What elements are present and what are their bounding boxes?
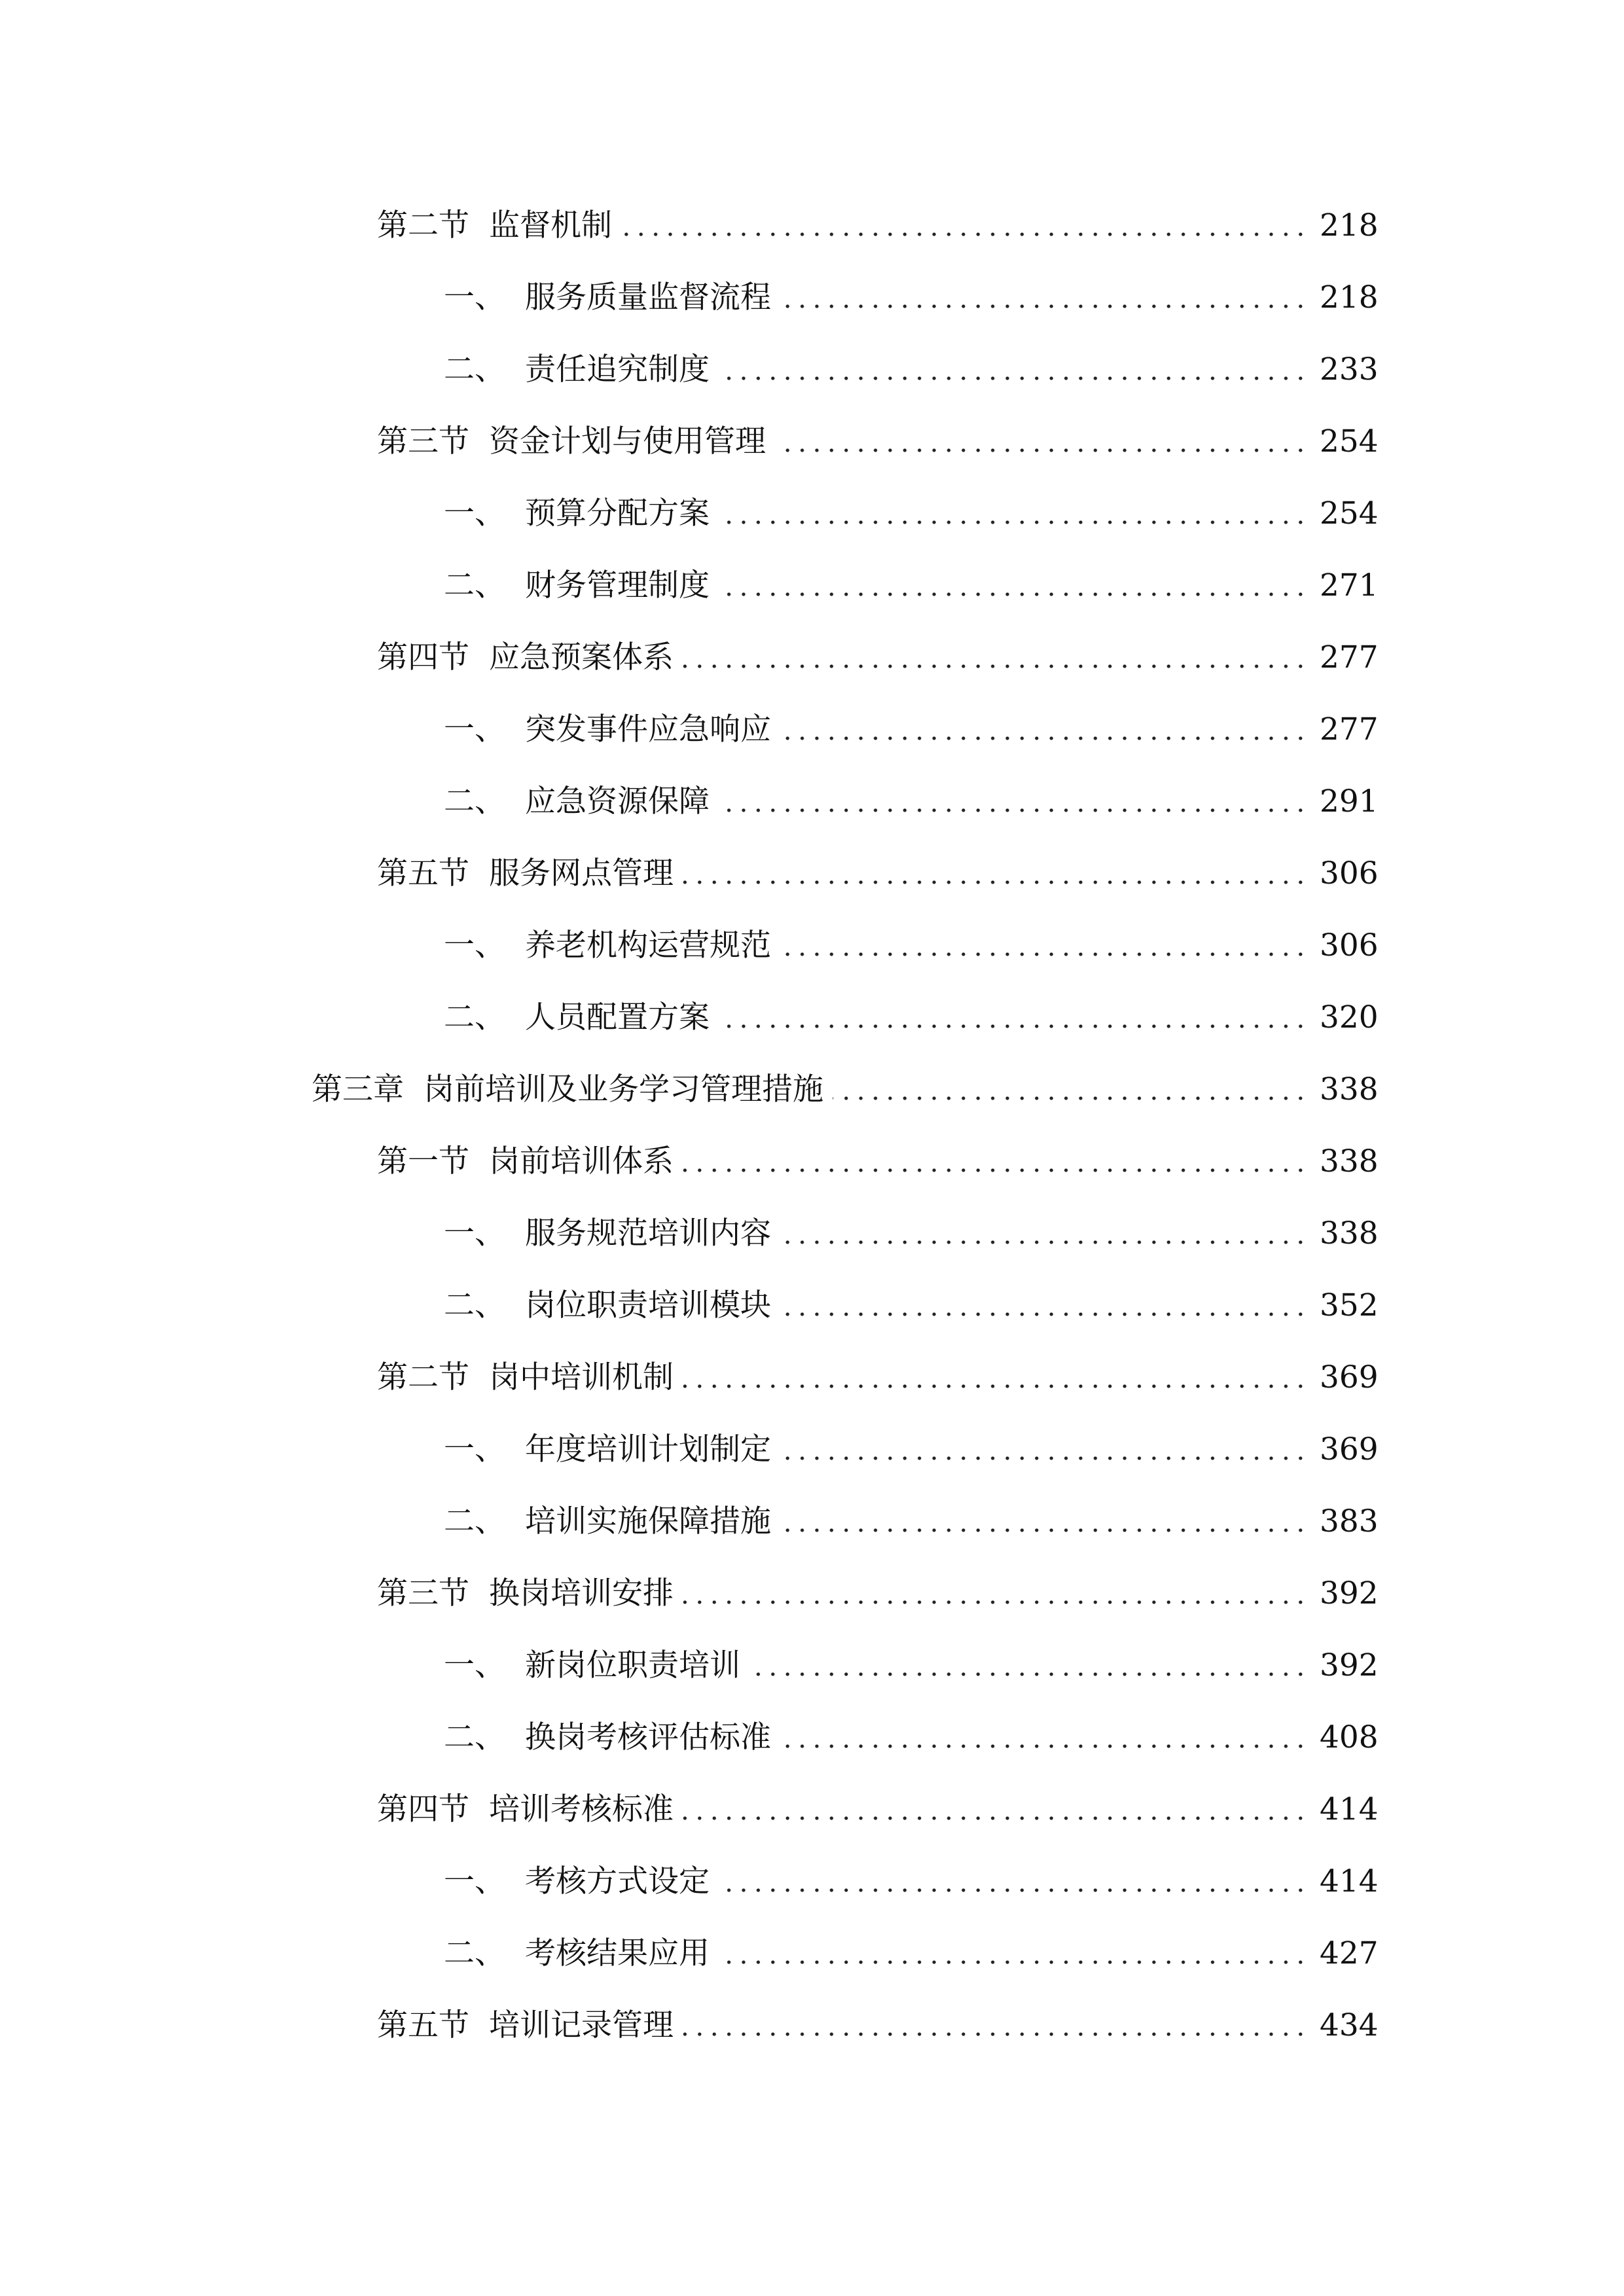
toc-entry-title	[444, 1934, 710, 1973]
toc-entry-6[interactable]	[0, 550, 1624, 622]
toc-entry-title	[377, 422, 766, 461]
dot-leader	[833, 1070, 1308, 1109]
toc-entry-page: 254	[1320, 423, 1379, 459]
toc-entry-label: 第三节	[377, 423, 469, 459]
toc-entry-text: 换岗培训安排	[489, 1575, 674, 1611]
toc-list	[0, 190, 1624, 2062]
toc-entry-label: 第三章	[312, 1071, 404, 1107]
toc-entry-text: 考核方式设定	[525, 1863, 710, 1899]
toc-entry-page: 306	[1320, 855, 1379, 891]
toc-entry-label: 二、	[444, 1503, 505, 1539]
toc-entry-page: 320	[1320, 999, 1379, 1035]
dot-leader	[780, 926, 1308, 965]
toc-entry-text: 岗位职责培训模块	[525, 1287, 771, 1323]
dot-leader	[775, 422, 1308, 461]
toc-entry-text: 应急资源保障	[525, 783, 710, 819]
toc-entry-label: 二、	[444, 567, 505, 603]
toc-entry-title	[444, 710, 771, 749]
toc-entry-label: 一、	[444, 1215, 505, 1251]
toc-entry-page: 369	[1320, 1359, 1379, 1395]
toc-entry-title	[377, 1574, 674, 1613]
dot-leader	[683, 2006, 1308, 2045]
toc-entry-15[interactable]	[0, 1198, 1624, 1270]
toc-entry-title	[377, 2006, 674, 2045]
toc-entry-1[interactable]	[0, 190, 1624, 262]
toc-entry-page: 277	[1320, 711, 1379, 747]
toc-entry-page: 414	[1320, 1791, 1379, 1827]
toc-entry-title	[444, 350, 710, 389]
toc-entry-text: 应急预案体系	[489, 639, 674, 675]
toc-entry-title	[377, 854, 674, 893]
toc-entry-text: 培训记录管理	[489, 2007, 674, 2043]
toc-entry-text: 责任追究制度	[525, 351, 710, 387]
toc-entry-page: 352	[1320, 1287, 1379, 1323]
toc-entry-page: 233	[1320, 351, 1379, 387]
toc-entry-page: 392	[1320, 1647, 1379, 1683]
toc-entry-9[interactable]	[0, 766, 1624, 838]
toc-entry-label: 第三节	[377, 1575, 469, 1611]
toc-entry-title	[444, 1430, 771, 1469]
toc-entry-label: 第四节	[377, 639, 469, 675]
toc-entry-text: 突发事件应急响应	[525, 711, 771, 747]
toc-entry-label: 一、	[444, 495, 505, 531]
toc-entry-text: 岗前培训体系	[489, 1143, 674, 1179]
toc-entry-title	[377, 1790, 674, 1829]
toc-entry-text: 年度培训计划制定	[525, 1431, 771, 1467]
dot-leader	[683, 1358, 1308, 1397]
toc-entry-page: 427	[1320, 1935, 1379, 1971]
toc-entry-text: 培训考核标准	[489, 1791, 674, 1827]
dot-leader	[719, 566, 1308, 605]
toc-entry-3[interactable]	[0, 334, 1624, 406]
toc-entry-page: 254	[1320, 495, 1379, 531]
dot-leader	[719, 1934, 1308, 1973]
toc-entry-17[interactable]	[0, 1342, 1624, 1414]
toc-entry-text: 预算分配方案	[525, 495, 710, 531]
toc-entry-19[interactable]	[0, 1486, 1624, 1558]
toc-entry-label: 二、	[444, 1719, 505, 1755]
dot-leader	[683, 638, 1308, 677]
toc-entry-10[interactable]	[0, 838, 1624, 910]
dot-leader	[683, 854, 1308, 893]
toc-entry-16[interactable]	[0, 1270, 1624, 1342]
toc-entry-18[interactable]	[0, 1414, 1624, 1486]
toc-entry-label: 一、	[444, 927, 505, 963]
toc-entry-5[interactable]	[0, 478, 1624, 550]
dot-leader	[719, 1862, 1308, 1901]
toc-entry-title	[444, 278, 771, 317]
toc-entry-page: 338	[1320, 1143, 1379, 1179]
toc-entry-label: 二、	[444, 1287, 505, 1323]
toc-entry-page: 414	[1320, 1863, 1379, 1899]
toc-entry-title	[444, 782, 710, 821]
dot-leader	[719, 494, 1308, 533]
dot-leader	[719, 782, 1308, 821]
toc-entry-label: 二、	[444, 783, 505, 819]
toc-entry-text: 财务管理制度	[525, 567, 710, 603]
toc-entry-text: 岗前培训及业务学习管理措施	[424, 1071, 823, 1107]
toc-entry-text: 监督机制	[489, 207, 612, 243]
toc-entry-text: 换岗考核评估标准	[525, 1719, 771, 1755]
toc-entry-text: 服务网点管理	[489, 855, 674, 891]
toc-entry-page: 277	[1320, 639, 1379, 675]
toc-entry-11[interactable]	[0, 910, 1624, 982]
dot-leader	[780, 1502, 1308, 1541]
toc-entry-label: 一、	[444, 1863, 505, 1899]
toc-entry-2[interactable]	[0, 262, 1624, 334]
toc-entry-13[interactable]	[0, 1054, 1624, 1126]
toc-entry-label: 第四节	[377, 1791, 469, 1827]
toc-entry-title	[377, 638, 674, 677]
toc-entry-title	[377, 206, 612, 245]
toc-entry-22[interactable]	[0, 1702, 1624, 1774]
toc-entry-title	[444, 566, 710, 605]
toc-entry-title	[312, 1070, 823, 1109]
toc-entry-text: 服务质量监督流程	[525, 279, 771, 315]
dot-leader	[719, 350, 1308, 389]
dot-leader	[780, 1430, 1308, 1469]
toc-entry-8[interactable]	[0, 694, 1624, 766]
toc-entry-14[interactable]	[0, 1126, 1624, 1198]
toc-entry-25[interactable]	[0, 1918, 1624, 1990]
toc-entry-page: 392	[1320, 1575, 1379, 1611]
toc-entry-title	[444, 1502, 771, 1541]
toc-entry-text: 资金计划与使用管理	[489, 423, 766, 459]
toc-entry-label: 二、	[444, 351, 505, 387]
toc-entry-page: 218	[1320, 207, 1379, 243]
dot-leader	[719, 998, 1308, 1037]
toc-entry-label: 第五节	[377, 2007, 469, 2043]
toc-entry-label: 第一节	[377, 1143, 469, 1179]
toc-entry-text: 养老机构运营规范	[525, 927, 771, 963]
toc-entry-title	[444, 494, 710, 533]
toc-entry-text: 服务规范培训内容	[525, 1215, 771, 1251]
toc-entry-12[interactable]	[0, 982, 1624, 1054]
toc-entry-title	[444, 1862, 710, 1901]
table-of-contents	[0, 190, 1624, 2062]
toc-entry-page: 271	[1320, 567, 1379, 603]
toc-entry-title	[444, 1214, 771, 1253]
toc-entry-26[interactable]	[0, 1990, 1624, 2062]
toc-entry-page: 338	[1320, 1071, 1379, 1107]
toc-entry-page: 434	[1320, 2007, 1379, 2043]
toc-entry-4[interactable]	[0, 406, 1624, 478]
toc-entry-text: 岗中培训机制	[489, 1359, 674, 1395]
toc-entry-label: 一、	[444, 1431, 505, 1467]
toc-entry-20[interactable]	[0, 1558, 1624, 1630]
dot-leader	[683, 1574, 1308, 1613]
toc-entry-title	[444, 998, 710, 1037]
toc-entry-title	[444, 1286, 771, 1325]
toc-entry-page: 291	[1320, 783, 1379, 819]
toc-entry-title	[444, 926, 771, 965]
toc-entry-label: 一、	[444, 1647, 505, 1683]
toc-entry-title	[377, 1142, 674, 1181]
toc-entry-label: 第五节	[377, 855, 469, 891]
dot-leader	[780, 1286, 1308, 1325]
dot-leader	[749, 1646, 1308, 1685]
toc-entry-21[interactable]	[0, 1630, 1624, 1702]
toc-entry-7[interactable]	[0, 622, 1624, 694]
toc-entry-label: 第二节	[377, 207, 469, 243]
toc-entry-page: 338	[1320, 1215, 1379, 1251]
toc-entry-page: 369	[1320, 1431, 1379, 1467]
toc-entry-page: 383	[1320, 1503, 1379, 1539]
toc-entry-page: 408	[1320, 1719, 1379, 1755]
toc-entry-text: 新岗位职责培训	[525, 1647, 740, 1683]
dot-leader	[780, 1718, 1308, 1757]
toc-entry-label: 一、	[444, 279, 505, 315]
toc-entry-label: 二、	[444, 1935, 505, 1971]
toc-entry-text: 培训实施保障措施	[525, 1503, 771, 1539]
toc-entry-title	[377, 1358, 674, 1397]
toc-entry-title	[444, 1646, 740, 1685]
toc-entry-page: 218	[1320, 279, 1379, 315]
dot-leader	[780, 1214, 1308, 1253]
dot-leader	[780, 278, 1308, 317]
toc-entry-page: 306	[1320, 927, 1379, 963]
dot-leader	[621, 206, 1308, 245]
toc-entry-label: 二、	[444, 999, 505, 1035]
toc-entry-text: 人员配置方案	[525, 999, 710, 1035]
dot-leader	[683, 1790, 1308, 1829]
dot-leader	[683, 1142, 1308, 1181]
dot-leader	[780, 710, 1308, 749]
toc-entry-24[interactable]	[0, 1846, 1624, 1918]
toc-entry-text: 考核结果应用	[525, 1935, 710, 1971]
toc-entry-23[interactable]	[0, 1774, 1624, 1846]
toc-entry-label: 一、	[444, 711, 505, 747]
toc-entry-label: 第二节	[377, 1359, 469, 1395]
toc-entry-title	[444, 1718, 771, 1757]
